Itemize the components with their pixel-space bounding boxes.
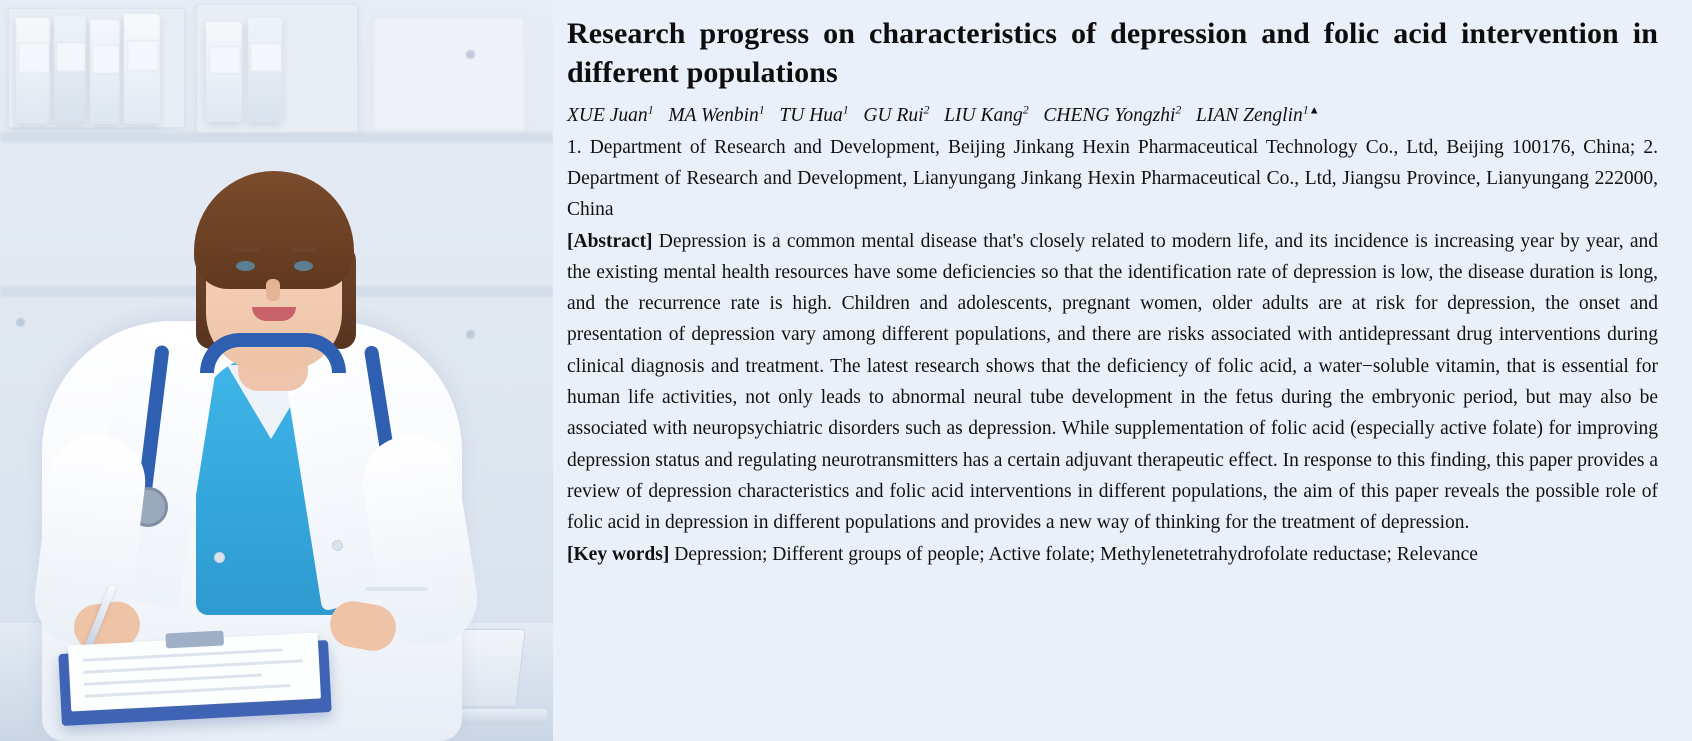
author-4: LIU Kang$^2$ <box>944 102 1029 126</box>
eyebrow-right <box>291 247 317 252</box>
author-5: CHENG Yongzhi$^2$ <box>1043 102 1182 126</box>
stethoscope-neck <box>200 333 346 373</box>
doctor-photo <box>0 0 553 741</box>
keywords-paragraph <box>567 539 1658 570</box>
hair-top <box>194 171 354 289</box>
affiliations: 1. Department of Research and Development, Beijing Jinkang Hexin Pharmaceutical Technology Co., Ltd, Beijing 100176, China; 2. Department of Research and Development, Lianyungang Jinkang Hexin Pharmaceutical Co., Ltd, Jiangsu Province, Lianyungang 222000, China <box>567 136 1658 220</box>
coat-button-2 <box>332 540 343 551</box>
page-title: Research progress on characteristics of depression and folic acid intervention in different populations <box>567 17 1658 89</box>
nose <box>266 279 280 301</box>
eye-right <box>294 261 313 271</box>
eye-left <box>236 261 255 271</box>
author-6: LIAN Zenglin$^{1▲}$ <box>1196 102 1320 126</box>
keywords-body: Depression; Different groups of people; Active folate; Methylenetetrahydrofolate reductase; Relevance <box>674 544 1478 566</box>
author-0: XUE Juan$^1$ <box>567 102 654 126</box>
author-1: MA Wenbin$^1$ <box>668 102 765 126</box>
abstract-paragraph <box>567 226 1658 539</box>
keywords-label: [Key words] <box>567 544 670 566</box>
doctor-figure <box>0 0 553 741</box>
article-text-pane <box>553 0 1692 741</box>
author-3: GU Rui$^2$ <box>863 102 930 126</box>
eyebrow-left <box>233 247 259 252</box>
clipboard <box>58 640 331 726</box>
author-list <box>567 94 1658 131</box>
coat-button-1 <box>214 552 225 563</box>
coat-pocket <box>366 587 428 591</box>
abstract-body: Depression is a common mental disease that's closely related to modern life, and its incidence is increasing year by year, and the existing mental health resources have some deficiencies so that the identification rate of depression is low, the disease duration is long, and the recurrence rate is high. Children and adolescents, pregnant women, older adults are at risk for depression, the onset and presentation of depression vary among different populations, and there are risks associated with antidepressant drug interventions during clinical diagnosis and treatment. The latest research shows that the deficiency of folic acid, a water−soluble vitamin, that is essential for human life activities, not only leads to abnormal neural tube development in the fetus during the embryonic period, but may also be associated with neuropsychiatric disorders such as depression. While supplementation of folic acid (especially active folate) for improving depression status and regulating neurotransmitters has a certain adjuvant therapeutic effect. In response to this finding, this paper provides a review of depression characteristics and folic acid interventions in different populations, the aim of this paper reveals the possible role of folic acid in depression in different populations and provides a new way of thinking for the treatment of depression. <box>567 230 1658 534</box>
author-2: TU Hua$^1$ <box>779 102 849 126</box>
abstract-label: [Abstract] <box>567 230 653 252</box>
clipboard-clip <box>165 630 224 648</box>
